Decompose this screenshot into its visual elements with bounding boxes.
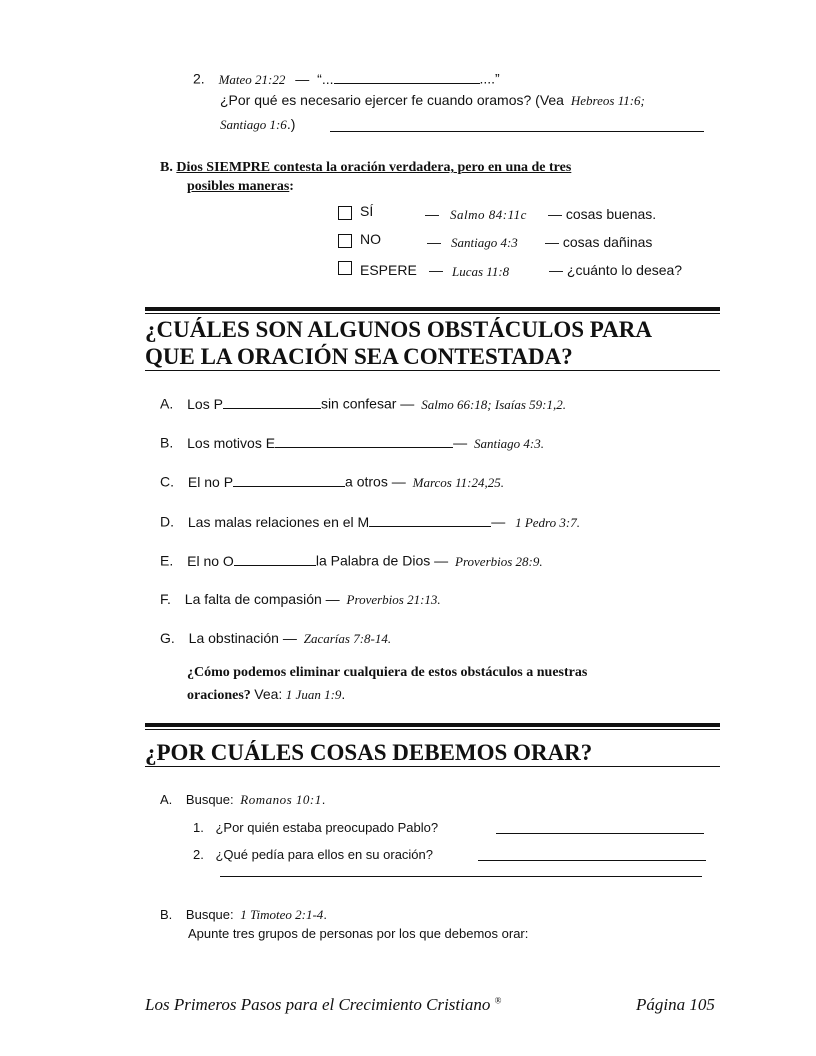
pray-q1-blank[interactable] (496, 833, 704, 834)
q2-reference: Mateo 21:22 (218, 71, 286, 87)
period: . (321, 792, 326, 807)
obstacle-a-blank[interactable] (223, 395, 321, 409)
obstacle-letter: G. (160, 630, 175, 646)
obstacle-ref: Proverbios 28:9. (455, 553, 543, 569)
obstacle-letter: D. (160, 513, 174, 530)
answer-no-desc-text: cosas dañinas (562, 234, 653, 250)
sectionB-letter: B. (160, 160, 173, 175)
pray-q2-blank[interactable] (478, 860, 706, 861)
obstacle-letter: C. (160, 473, 174, 490)
heading2 (145, 739, 720, 767)
obstacle-c-blank[interactable] (233, 473, 345, 487)
pray-q1-num: 1. (193, 820, 204, 835)
pray-q1 (193, 820, 438, 835)
obstacle-ref: Proverbios 21:13. (346, 592, 441, 607)
heading1-rule-thin (145, 313, 720, 314)
q2-close: .) (286, 116, 296, 132)
obstacle-b (160, 434, 544, 452)
obstacle-text: La falta de compasión — (184, 591, 340, 607)
obstacle-b-blank[interactable] (275, 434, 453, 448)
obstacle-d (160, 513, 580, 531)
obstacle-text: Los motivos E (187, 434, 276, 451)
answer-si-label: SÍ (360, 203, 374, 219)
q2-line1 (193, 70, 500, 88)
obstacle-text-after: la Palabra de Dios — (315, 552, 449, 569)
pray-b (160, 907, 327, 923)
obstacle-e (160, 552, 543, 570)
obstacle-text-after: — (453, 434, 468, 451)
obstacle-f (160, 591, 441, 608)
answer-no-dash: — (427, 234, 441, 250)
obstacle-text: Los P (187, 395, 223, 412)
obstacle-ref: Santiago 4:3. (473, 435, 545, 451)
obstacle-ref: Salmo 66:18; Isaías 59:1,2. (421, 396, 566, 412)
pray-q2-text: ¿Qué pedía para ellos en su oración? (215, 847, 433, 862)
sectionB-text2: posibles maneras (187, 179, 290, 194)
answer-espere-dash: — (429, 262, 443, 278)
obstacle-question-text: oraciones? (187, 688, 251, 703)
obstacle-question-vea: Vea: (254, 686, 283, 702)
checkbox-si[interactable] (338, 206, 352, 220)
checkbox-no[interactable] (338, 234, 352, 248)
obstacle-question-line2 (187, 686, 345, 704)
sectionB-line2 (187, 179, 294, 195)
sectionB-line1 (160, 160, 571, 176)
footer-title-text: Los Primeros Pasos para el Crecimiento Cristiano (145, 995, 491, 1014)
obstacle-letter: B. (160, 434, 174, 451)
obstacle-c (160, 473, 504, 491)
q2-number: 2. (193, 70, 205, 87)
quote-close: ....” (479, 70, 500, 87)
answer-no-label: NO (360, 231, 381, 247)
pray-b-letter: B. (160, 907, 173, 922)
obstacle-text: Las malas relaciones en el M (187, 513, 370, 530)
obstacle-text-after: sin confesar — (320, 395, 415, 412)
obstacle-g (160, 630, 391, 647)
period: . (341, 686, 346, 702)
heading1 (145, 316, 720, 371)
answer-espere-desc: — ¿cuánto lo desea? (549, 262, 683, 278)
q2-reference-hebreos: Hebreos 11:6; (570, 93, 645, 108)
q2-answer-blank[interactable] (330, 131, 704, 132)
obstacle-letter: A. (160, 395, 174, 412)
q2-blank[interactable] (334, 70, 480, 84)
colon: : (289, 179, 294, 194)
quote-open: “... (317, 70, 334, 87)
obstacle-d-blank[interactable] (369, 513, 491, 527)
q2-reference-santiago: Santiago 1:6 (220, 117, 287, 132)
obstacle-a (160, 395, 566, 413)
pray-q2-blank-line2[interactable] (220, 876, 702, 877)
pray-q1-text: ¿Por quién estaba preocupado Pablo? (215, 820, 439, 835)
pray-b-line2: Apunte tres grupos de personas por los que debemos orar: (188, 926, 529, 941)
answer-no-ref: Santiago 4:3 (451, 235, 518, 250)
obstacle-ref: 1 Pedro 3:7. (515, 514, 580, 530)
obstacle-ref: Zacarías 7:8-14. (303, 631, 392, 646)
obstacle-question-ref: 1 Juan 1:9 (285, 687, 342, 702)
answer-si-desc-text: cosas buenas. (565, 206, 657, 222)
q2-line2 (220, 92, 645, 109)
obstacle-letter: F. (160, 591, 171, 607)
heading2-rule-thin (145, 729, 720, 730)
answer-si-dash: — (425, 206, 439, 222)
q2-line3 (220, 116, 295, 133)
answer-si-desc: — cosas buenas. (548, 206, 657, 222)
period: . (323, 907, 327, 922)
heading1-rule-thick (145, 307, 720, 311)
obstacle-text: La obstinación — (188, 630, 297, 646)
pray-a-ref: Romanos 10:1 (240, 792, 322, 807)
footer-title (145, 995, 501, 1015)
registered-mark: ® (494, 995, 502, 1006)
answer-si-ref: Salmo 84:11c (450, 207, 527, 222)
answer-espere-desc-text: ¿cuánto lo desea? (566, 262, 683, 278)
heading1-line1: ¿CUÁLES SON ALGUNOS OBSTÁCULOS PARA (145, 317, 652, 342)
answer-espere-label: ESPERE (360, 262, 417, 278)
footer-page-number: Página 105 (636, 995, 715, 1014)
answer-no-desc: — cosas dañinas (545, 234, 653, 250)
obstacle-ref: Marcos 11:24,25. (412, 474, 504, 490)
pray-a-label: Busque: (185, 792, 234, 807)
pray-q2 (193, 847, 433, 862)
pray-b-ref: 1 Timoteo 2:1-4 (240, 907, 324, 922)
dash: — (295, 70, 310, 87)
checkbox-espere[interactable] (338, 261, 352, 275)
obstacle-e-blank[interactable] (234, 552, 316, 566)
pray-b-label: Busque: (185, 907, 234, 922)
heading2-rule-thick (145, 723, 720, 727)
obstacle-letter: E. (160, 552, 174, 569)
sectionB-text1: Dios SIEMPRE contesta la oración verdadera, pero en una de tres (176, 160, 572, 175)
pray-a (160, 792, 325, 808)
heading1-line2: QUE LA ORACIÓN SEA CONTESTADA? (145, 343, 720, 371)
pray-a-letter: A. (160, 792, 173, 807)
pray-q2-num: 2. (193, 847, 204, 862)
obstacle-text-after: a otros — (345, 473, 406, 490)
obstacle-text: El no O (187, 552, 234, 569)
obstacle-text-after: — (491, 513, 506, 530)
q2-question: ¿Por qué es necesario ejercer fe cuando oramos? (Vea (220, 92, 564, 108)
heading2-text: ¿POR CUÁLES COSAS DEBEMOS ORAR? (145, 739, 720, 767)
obstacle-question-line1: ¿Cómo podemos eliminar cualquiera de estos obstáculos a nuestras (187, 665, 588, 680)
obstacle-text: El no P (187, 473, 234, 490)
answer-espere-ref: Lucas 11:8 (452, 264, 510, 279)
